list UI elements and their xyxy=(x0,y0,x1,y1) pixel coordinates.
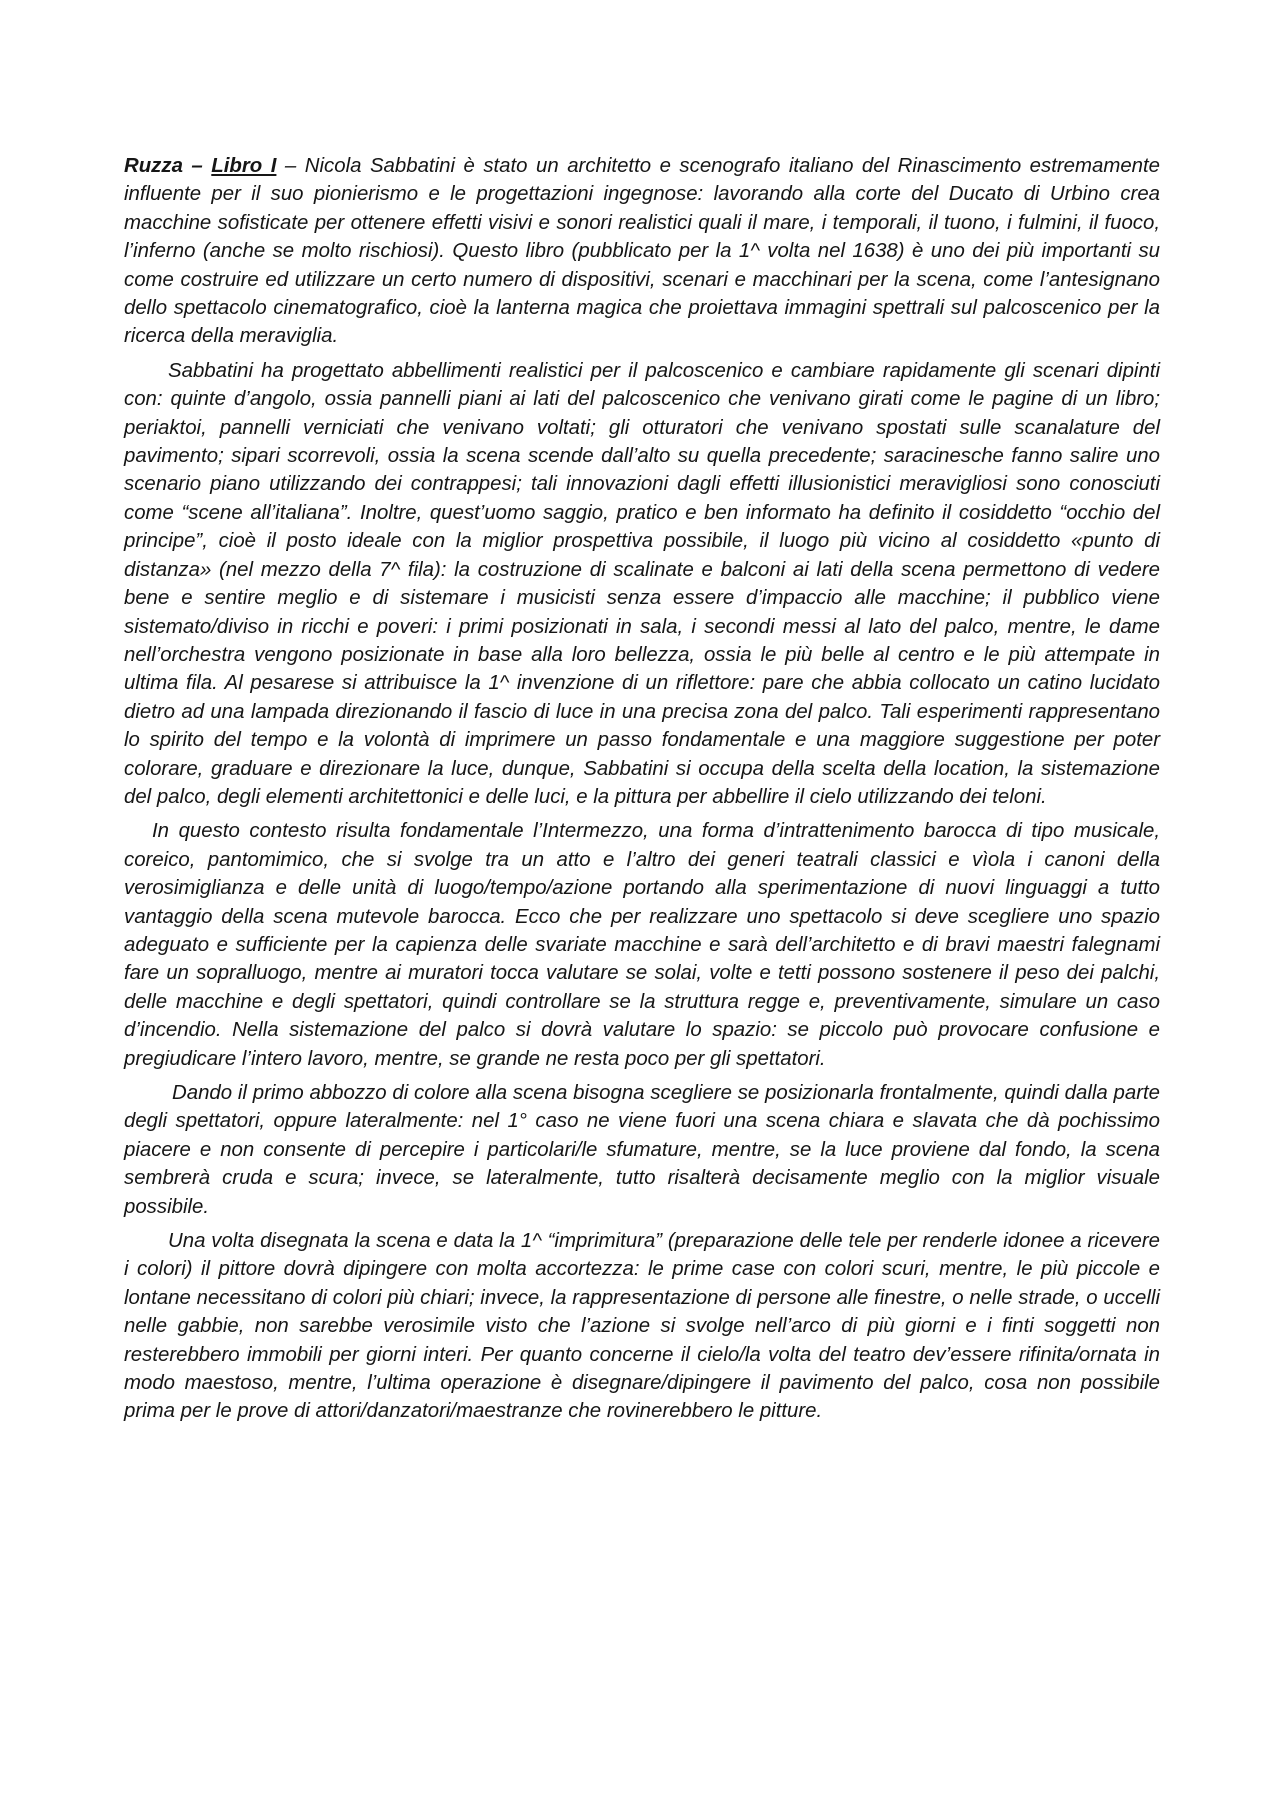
section-heading xyxy=(124,155,276,177)
paragraph-imprimitura: Una volta disegnata la scena e data la 1^ “imprimitura” (preparazione delle tele per renderle idonee a ricevere i colori) il pittore dovrà dipingere con molta accortezza: le prime case con colori scuri, mentre, le più piccole e lontane necessitano di colori più chiari; invece, la rappresentazione di persone alle finestre, o nelle strade, o uccelli nelle gabbie, non sarebbe verosimile visto che l’azione si svolge nell’arco di più giorni e i finti soggetti non resterebbero immobili per giorni interi. Per quanto concerne il cielo/la volta del teatro dev’essere rifinita/ornata in modo maestoso, mentre, l’ultima operazione è disegnare/dipingere il pavimento del palco, cosa non possibile prima per le prove di attori/danzatori/maestranze che rovinerebbero le pitture. xyxy=(124,1230,1160,1423)
heading-dash: – xyxy=(182,155,212,177)
paragraph-sabbatini-innovations: Sabbatini ha progettato abbellimenti realistici per il palcoscenico e cambiare rapidamente gli scenari dipinti con: quinte d’angolo, ossia pannelli piani ai lati del palcoscenico che venivano girati come le pagine di un libro; periaktoi, pannelli verniciati che venivano voltati; gli otturatori che venivano spostati sulle scanalature del pavimento; sipari scorrevoli, ossia la scena scende dall’alto su quella precedente; saracinesche fanno salire uno scenario piano utilizzando dei contrappesi; tali innovazioni dagli effetti illusionistici meravigliosi sono conosciuti come “scene all’italiana”. Inoltre, quest’uomo saggio, pratico e ben informato ha definito il cosiddetto “occhio del principe”, cioè il posto ideale con la miglior prospettiva possibile, il luogo più vicino al cosiddetto «punto di distanza» (nel mezzo della 7^ fila): la costruzione di scalinate e balconi ai lati della scena permettono di vedere bene e sentire meglio e di sistemare i musicisti senza essere d’impaccio alle macchine; il pubblico viene sistemato/diviso in ricchi e poveri: i primi posizionati in sala, i secondi messi al lato del palco, mentre, le dame nell’orchestra vengono posizionate in base alla loro bellezza, ossia le più belle al centro e le più attempate in ultima fila. Al pesarese si attribuisce la 1^ invenzione di un riflettore: pare che abbia collocato un catino lucidato dietro ad una lampada direzionando il fascio di luce in una precisa zona del palco. Tali esperimenti rappresentano lo spirito del tempo e la volontà di imprimere un passo fondamentale e una maggiore suggestione per poter colorare, graduare e direzionare la luce, dunque, Sabbatini si occupa della scelta della location, la sistemazione del palco, degli elementi architettonici e delle luci, e la pittura per abbellire il cielo utilizzando dei teloni. xyxy=(124,359,1160,808)
heading-book-title: Libro I xyxy=(211,155,277,177)
paragraph-intro xyxy=(124,152,1160,351)
paragraph-text: Nicola Sabbatini è stato un architetto e scenografo italiano del Rinascimento estremamente influente per il suo pionierismo e le progettazioni ingegnose: lavorando alla corte del Ducato di Urbino crea macchine sofisticate per ottenere effetti visivi e sonori realistici quali il mare, i temporali, il tuono, i fulmini, il fuoco, l’inferno (anche se molto rischiosi). Questo libro (pubblicato per la 1^ volta nel 1638) è uno dei più importanti su come costruire ed utilizzare un certo numero di dispositivi, scenari e macchinari per la scena, come l’antesignano dello spettacolo cinematografico, cioè la lanterna magica che proiettava immagini spettrali sul palcoscenico per la ricerca della meraviglia. xyxy=(124,155,1161,348)
heading-author: Ruzza xyxy=(124,155,183,177)
document-body xyxy=(124,152,1160,1426)
paragraph-intermezzo: In questo contesto risulta fondamentale l’Intermezzo, una forma d’intrattenimento barocca di tipo musicale, coreico, pantomimico, che si svolge tra un atto e l’altro dei generi teatrali classici e vìola i canoni della verosimiglianza e delle unità di luogo/tempo/azione portando alla sperimentazione di nuovi linguaggi a tutto vantaggio della scena mutevole barocca. Ecco che per realizzare uno spettacolo si deve scegliere uno spazio adeguato e sufficiente per la capienza delle svariate macchine e sarà dell’architetto e di bravi maestri falegnami fare un sopralluogo, mentre ai muratori tocca valutare se solai, volte e tetti possono sostenere il peso dei palchi, delle macchine e degli spettatori, quindi controllare se la struttura regge e, preventivamente, simulare un caso d’incendio. Nella sistemazione del palco si dovrà valutare lo spazio: se piccolo può provocare confusione e pregiudicare l’intero lavoro, mentre, se grande ne resta poco per gli spettatori. xyxy=(124,820,1160,1070)
paragraph-scene-colour: Dando il primo abbozzo di colore alla scena bisogna scegliere se posizionarla frontalmente, quindi dalla parte degli spettatori, oppure lateralmente: nel 1° caso ne viene fuori una scena chiara e slavata che dà pochissimo piacere e non consente di percepire i particolari/le sfumature, mentre, se la luce proviene dal fondo, la scena sembrerà cruda e scura; invece, se lateralmente, tutto risalterà decisamente meglio con la miglior visuale possibile. xyxy=(124,1082,1160,1218)
heading-separator: – xyxy=(276,155,305,177)
